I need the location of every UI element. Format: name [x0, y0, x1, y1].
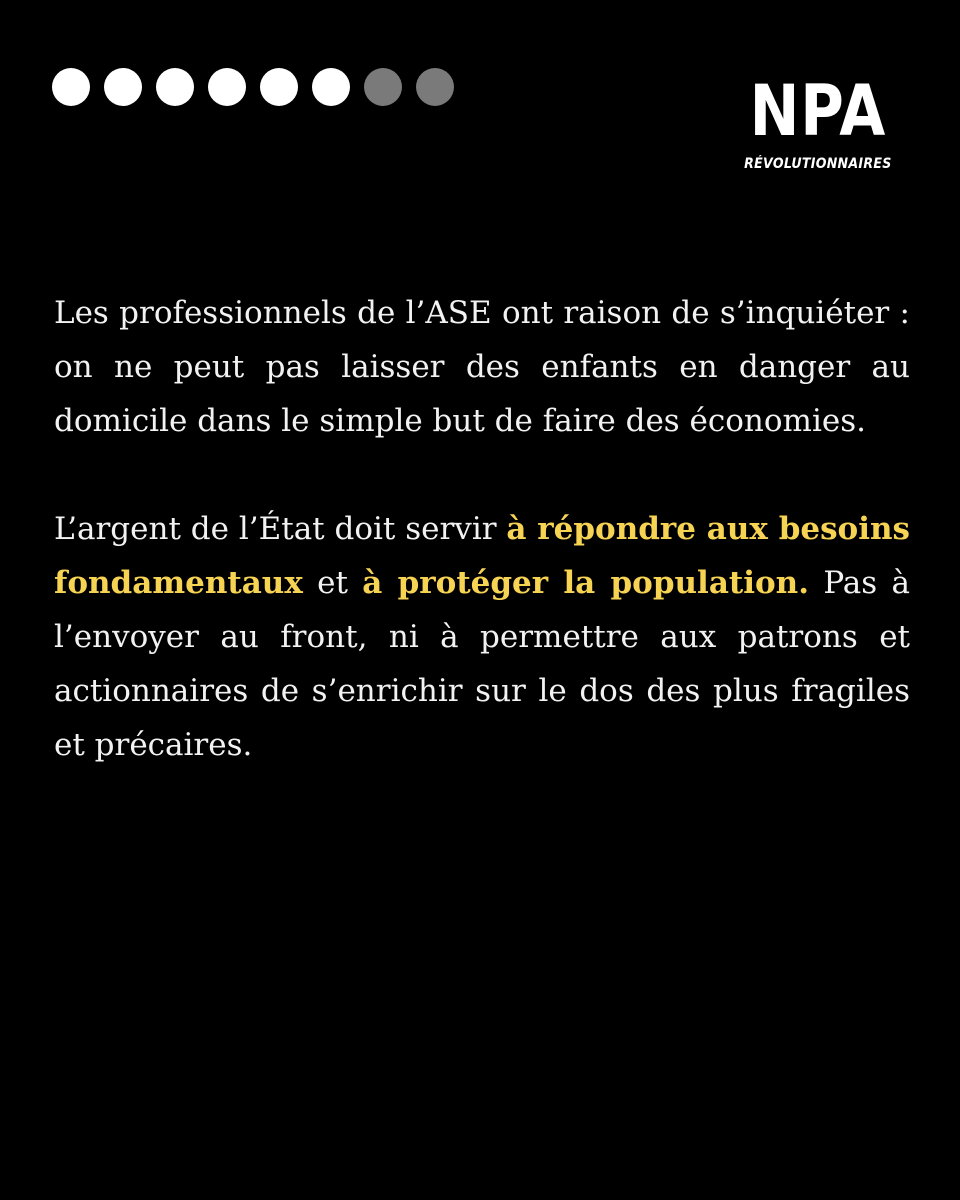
highlight-besoins: à répondre aux besoins fondamentaux	[54, 511, 910, 601]
slide-pagination	[52, 68, 454, 106]
pagination-dot-4	[208, 68, 246, 106]
pagination-dot-6	[312, 68, 350, 106]
highlight-proteger: à protéger la population.	[362, 565, 810, 601]
body-text	[54, 286, 910, 772]
paragraph-2-text-3: Pas à l’envoyer au front, ni à permettre aux patrons et actionnaires de s’enrichir sur le dos des plus fragiles et précaires.	[54, 565, 911, 763]
logo-main-text: NPA	[749, 70, 887, 152]
pagination-dot-5	[260, 68, 298, 106]
npa-logo	[736, 70, 900, 172]
paragraph-1	[54, 286, 910, 448]
pagination-dot-1	[52, 68, 90, 106]
paragraph-2	[54, 502, 910, 772]
pagination-dot-7	[364, 68, 402, 106]
pagination-dot-2	[104, 68, 142, 106]
logo-sub-text: RÉVOLUTIONNAIRES	[744, 156, 892, 172]
paragraph-1-text: Les professionnels de l’ASE ont raison de s’inquiéter : on ne peut pas laisser des enfants en danger au domicile dans le simple but de faire des économies.	[54, 295, 910, 439]
paragraph-2-text-1: L’argent de l’État doit servir	[54, 511, 507, 547]
pagination-dot-8	[416, 68, 454, 106]
pagination-dot-3	[156, 68, 194, 106]
paragraph-2-text-2: et	[302, 565, 363, 601]
